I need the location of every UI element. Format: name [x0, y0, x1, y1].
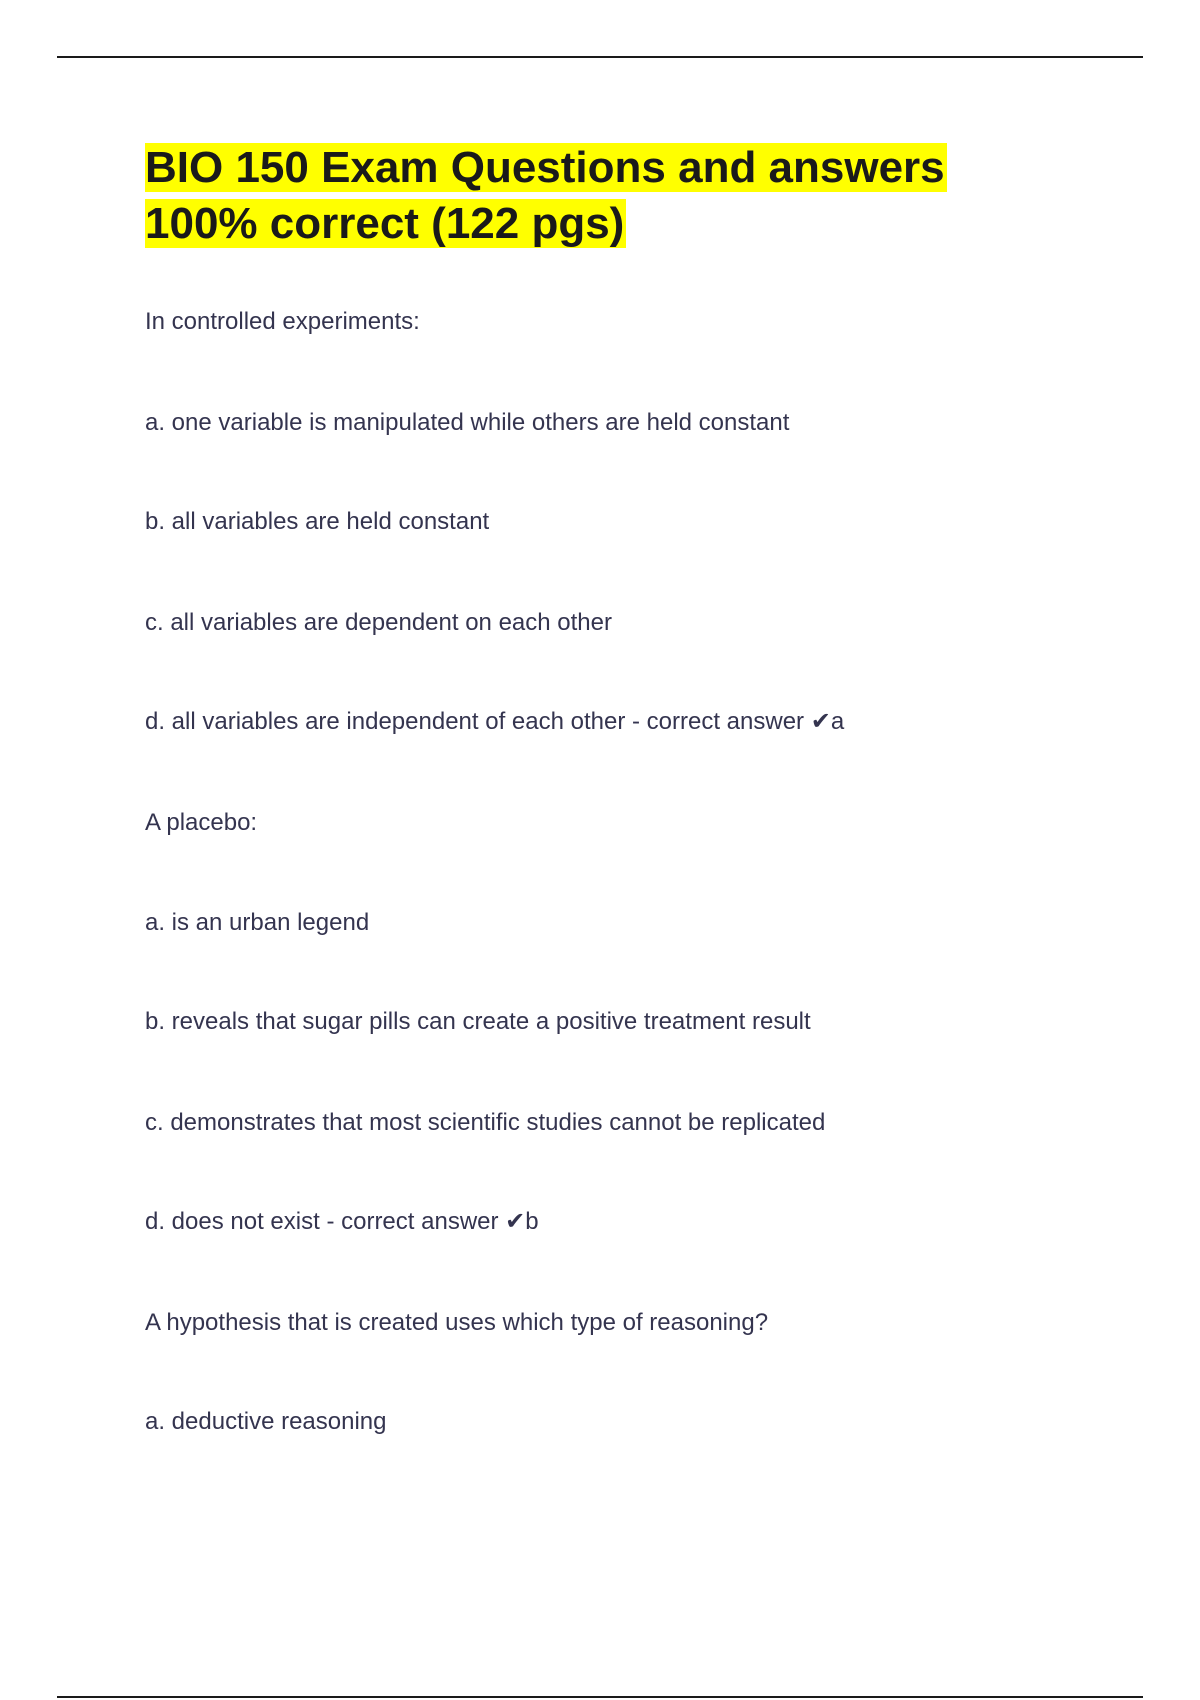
- question-1-option-a: a. one variable is manipulated while others are held constant: [145, 409, 790, 436]
- question-1-option-b: b. all variables are held constant: [145, 508, 490, 535]
- question-1-option-d-answer: d. all variables are independent of each other - correct answer ✔a: [145, 708, 845, 735]
- document-title: [145, 140, 1065, 252]
- footer-rule: [57, 1696, 1143, 1698]
- document-body: [145, 140, 1065, 252]
- title-line-1: BIO 150 Exam Questions and answers: [145, 143, 945, 192]
- title-line-2: 100% correct (122 pgs): [145, 199, 625, 248]
- question-2-text: A placebo:: [145, 809, 258, 836]
- question-3-text: A hypothesis that is created uses which type of reasoning?: [145, 1309, 769, 1336]
- question-3-option-a: a. deductive reasoning: [145, 1408, 387, 1435]
- question-2-option-c: c. demonstrates that most scientific studies cannot be replicated: [145, 1109, 826, 1136]
- question-2-option-d-answer: d. does not exist - correct answer ✔b: [145, 1208, 539, 1235]
- question-2-option-a: a. is an urban legend: [145, 909, 370, 936]
- question-1-option-c: c. all variables are dependent on each other: [145, 609, 612, 636]
- question-2-option-b: b. reveals that sugar pills can create a positive treatment result: [145, 1008, 811, 1035]
- question-1-text: In controlled experiments:: [145, 308, 420, 335]
- header-rule: [57, 56, 1143, 58]
